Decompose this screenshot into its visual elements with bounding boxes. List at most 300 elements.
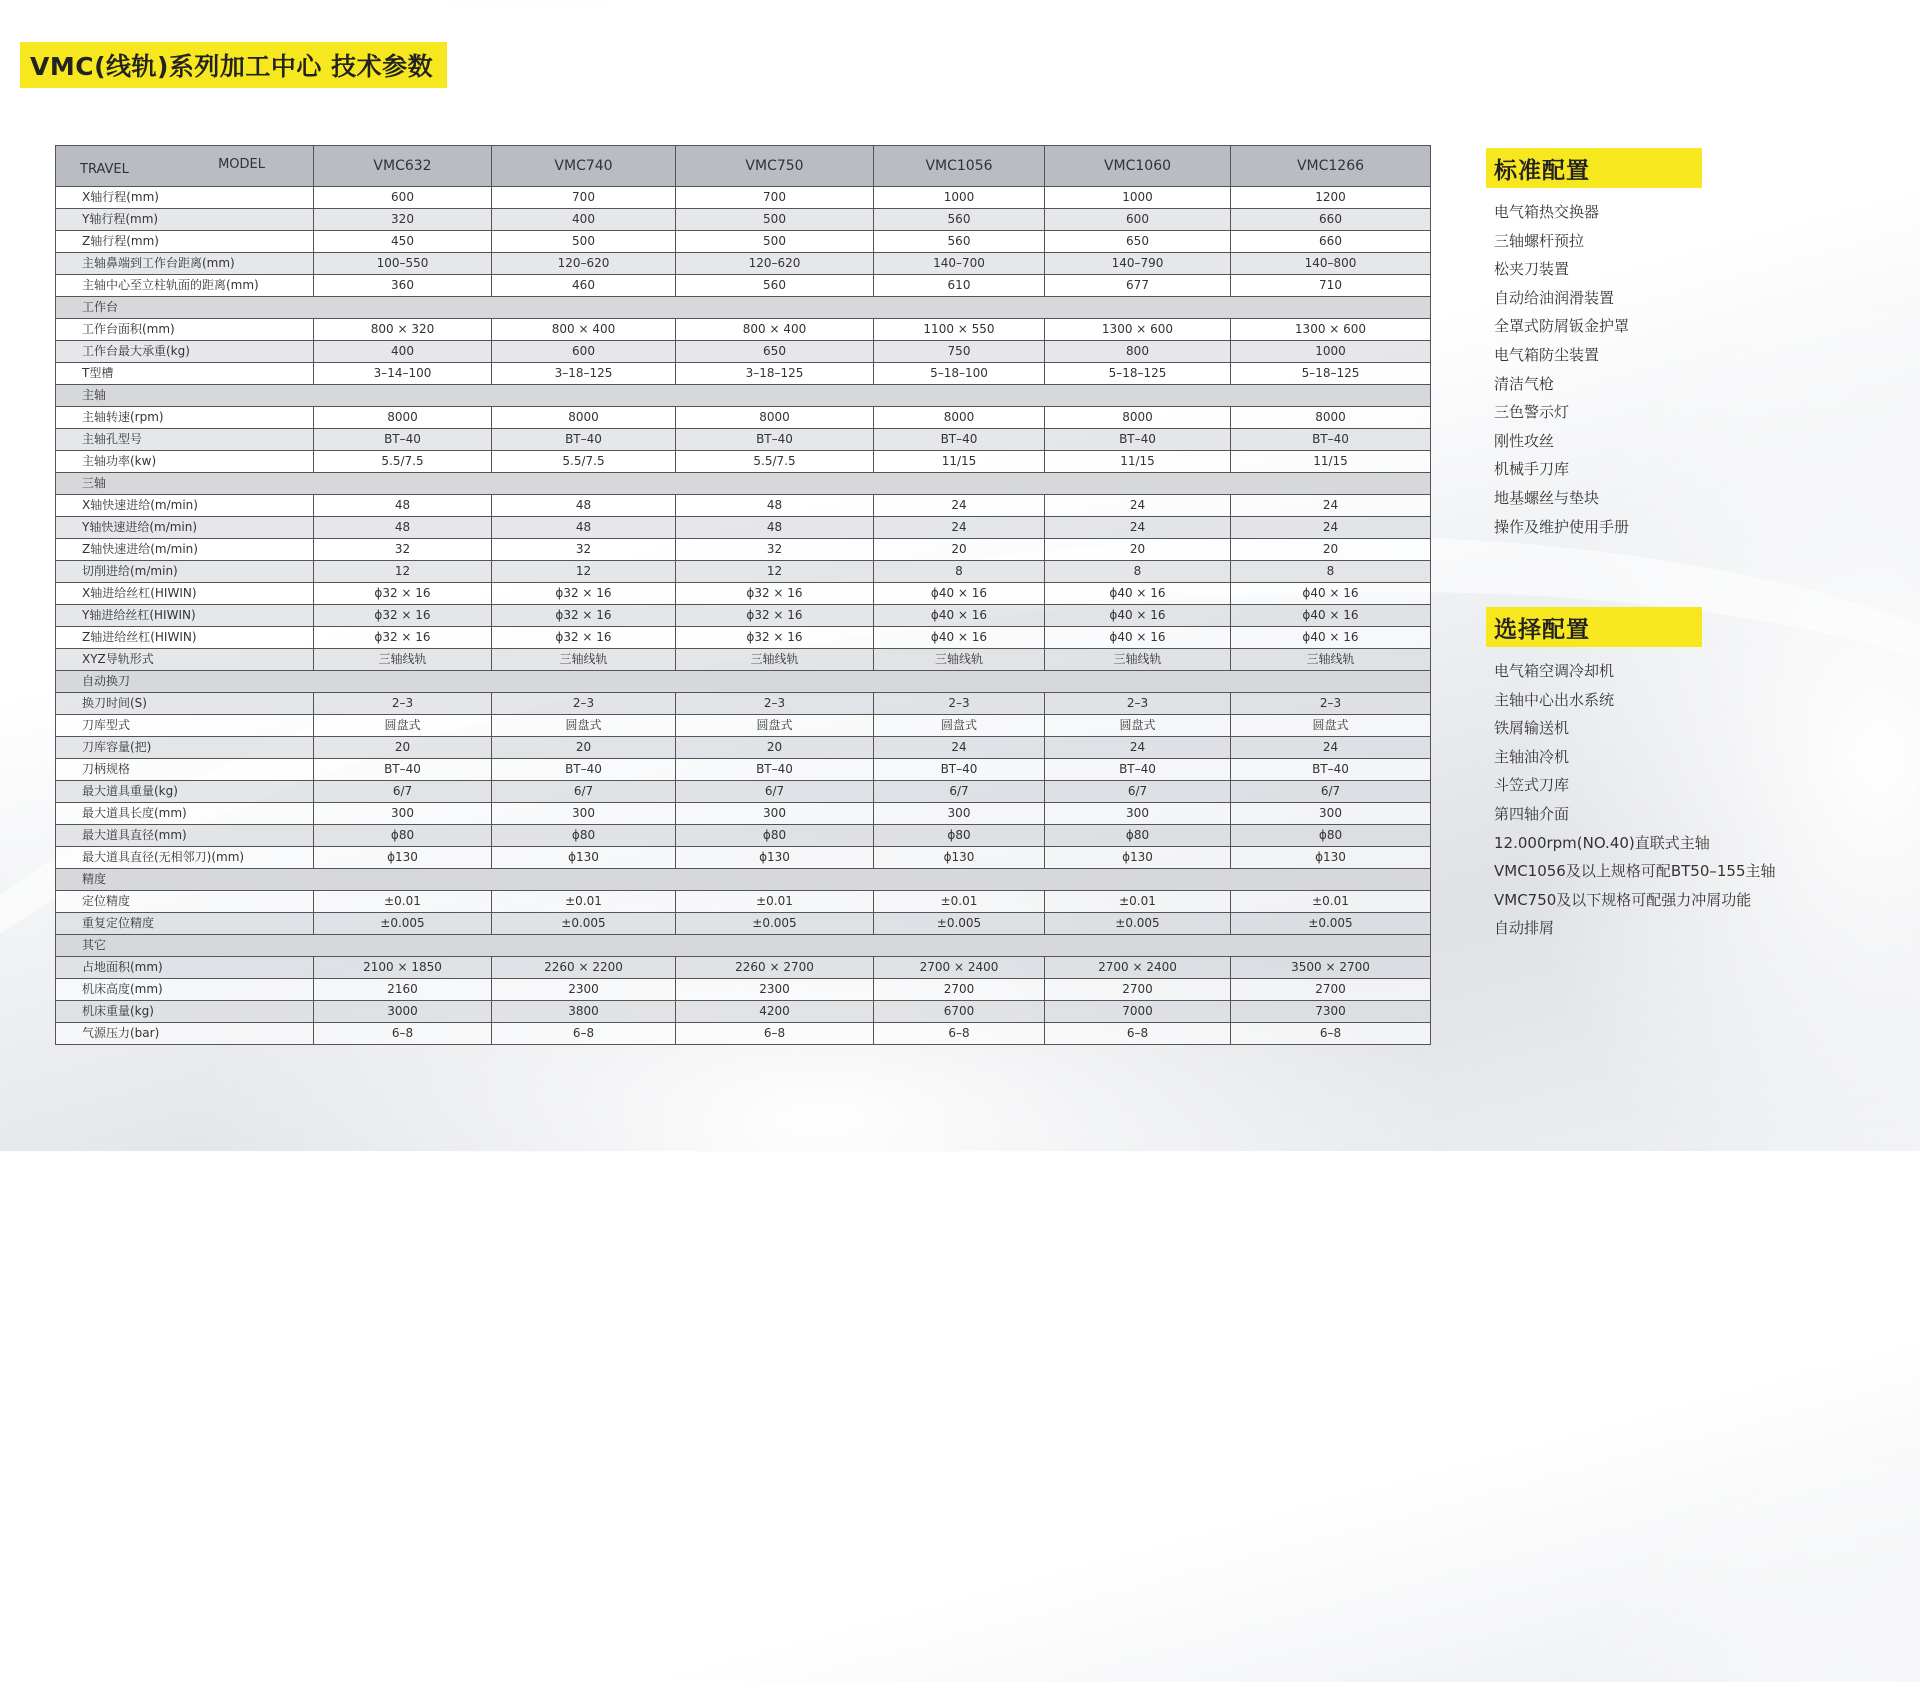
spec-value: 圆盘式 — [314, 715, 492, 737]
spec-value: 圆盘式 — [676, 715, 874, 737]
model-header: VMC740 — [492, 146, 676, 187]
page-title-banner — [20, 42, 447, 88]
spec-value: ±0.01 — [1045, 891, 1231, 913]
spec-value: BT–40 — [314, 759, 492, 781]
spec-value: ϕ80 — [1045, 825, 1231, 847]
spec-value: 560 — [874, 231, 1045, 253]
spec-table — [55, 145, 1431, 1045]
spec-value: 120–620 — [676, 253, 874, 275]
table-row — [56, 1001, 1431, 1023]
spec-value: ±0.01 — [676, 891, 874, 913]
table-row — [56, 495, 1431, 517]
spec-value: 三轴线轨 — [492, 649, 676, 671]
spec-value: 6700 — [874, 1001, 1045, 1023]
spec-value: 48 — [492, 517, 676, 539]
spec-label: 主轴功率(kw) — [56, 451, 314, 473]
spec-label: T型槽 — [56, 363, 314, 385]
spec-value: 2300 — [492, 979, 676, 1001]
spec-value: 20 — [874, 539, 1045, 561]
spec-value: 6–8 — [676, 1023, 874, 1045]
spec-value: 三轴线轨 — [1045, 649, 1231, 671]
model-label: MODEL — [218, 157, 265, 172]
spec-value: BT–40 — [676, 759, 874, 781]
spec-value: 650 — [676, 341, 874, 363]
spec-value: 8000 — [874, 407, 1045, 429]
spec-value: 6–8 — [1045, 1023, 1231, 1045]
standard-config-item: 松夹刀装置 — [1494, 260, 1570, 279]
spec-label: 最大道具重量(kg) — [56, 781, 314, 803]
spec-value: ϕ32 × 16 — [676, 605, 874, 627]
spec-value: 6/7 — [314, 781, 492, 803]
spec-label: 工作台最大承重(kg) — [56, 341, 314, 363]
spec-value: 2–3 — [314, 693, 492, 715]
spec-value: 三轴线轨 — [874, 649, 1045, 671]
spec-value: 5–18–125 — [1231, 363, 1431, 385]
spec-value: ϕ32 × 16 — [314, 605, 492, 627]
section-title: 主轴 — [56, 385, 1431, 407]
spec-value: 120–620 — [492, 253, 676, 275]
spec-value: ϕ40 × 16 — [874, 627, 1045, 649]
spec-value: 750 — [874, 341, 1045, 363]
standard-config-item: 地基螺丝与垫块 — [1494, 488, 1600, 507]
spec-value: 300 — [676, 803, 874, 825]
spec-value: ϕ80 — [1231, 825, 1431, 847]
table-row — [56, 913, 1431, 935]
standard-config-list — [1486, 198, 1702, 541]
table-row — [56, 517, 1431, 539]
table-row — [56, 781, 1431, 803]
spec-value: ϕ32 × 16 — [676, 583, 874, 605]
spec-value: 4200 — [676, 1001, 874, 1023]
table-row — [56, 319, 1431, 341]
section-row — [56, 671, 1431, 693]
spec-value: ±0.01 — [492, 891, 676, 913]
spec-value: 6/7 — [1045, 781, 1231, 803]
spec-value: 140–700 — [874, 253, 1045, 275]
spec-value: BT–40 — [1231, 759, 1431, 781]
spec-label: Y轴行程(mm) — [56, 209, 314, 231]
spec-value: 8000 — [676, 407, 874, 429]
spec-value: 2700 × 2400 — [874, 957, 1045, 979]
spec-value: 677 — [1045, 275, 1231, 297]
section-row — [56, 385, 1431, 407]
table-body — [56, 187, 1431, 1045]
standard-config-panel — [1486, 148, 1702, 541]
spec-value: ϕ40 × 16 — [1045, 583, 1231, 605]
spec-value: ϕ40 × 16 — [1231, 605, 1431, 627]
spec-value: 32 — [314, 539, 492, 561]
spec-label: Y轴进给丝杠(HIWIN) — [56, 605, 314, 627]
spec-value: 660 — [1231, 231, 1431, 253]
spec-value: ϕ32 × 16 — [314, 627, 492, 649]
spec-value: 6/7 — [492, 781, 676, 803]
spec-value: 600 — [1045, 209, 1231, 231]
model-header: VMC1056 — [874, 146, 1045, 187]
spec-label: 占地面积(mm) — [56, 957, 314, 979]
section-row — [56, 297, 1431, 319]
table-row — [56, 407, 1431, 429]
spec-value: ϕ80 — [874, 825, 1045, 847]
spec-value: ±0.005 — [676, 913, 874, 935]
spec-value: 5–18–100 — [874, 363, 1045, 385]
spec-value: 24 — [1231, 517, 1431, 539]
spec-value: BT–40 — [676, 429, 874, 451]
spec-value: ±0.01 — [1231, 891, 1431, 913]
spec-value: 600 — [314, 187, 492, 209]
spec-value: ϕ40 × 16 — [1045, 605, 1231, 627]
table-row — [56, 209, 1431, 231]
spec-value: 2–3 — [874, 693, 1045, 715]
spec-value: 7000 — [1045, 1001, 1231, 1023]
spec-value: 1100 × 550 — [874, 319, 1045, 341]
standard-config-item: 电气箱热交换器 — [1494, 203, 1600, 221]
spec-value: 500 — [676, 209, 874, 231]
spec-label: 最大道具直径(无相邻刀)(mm) — [56, 847, 314, 869]
section-title: 自动换刀 — [56, 671, 1431, 693]
spec-value: 6–8 — [314, 1023, 492, 1045]
spec-value: ϕ32 × 16 — [492, 605, 676, 627]
spec-value: 11/15 — [1045, 451, 1231, 473]
table-row — [56, 561, 1431, 583]
spec-value: 710 — [1231, 275, 1431, 297]
spec-value: 圆盘式 — [1045, 715, 1231, 737]
spec-value: 圆盘式 — [1231, 715, 1431, 737]
spec-value: 400 — [314, 341, 492, 363]
spec-value: 48 — [676, 495, 874, 517]
spec-value: BT–40 — [874, 759, 1045, 781]
spec-value: ϕ32 × 16 — [314, 583, 492, 605]
spec-value: 2700 — [1045, 979, 1231, 1001]
spec-value: BT–40 — [1045, 759, 1231, 781]
standard-config-item: 三轴螺杆预拉 — [1494, 231, 1585, 250]
model-header: VMC1060 — [1045, 146, 1231, 187]
spec-value: 2–3 — [1045, 693, 1231, 715]
spec-value: 560 — [874, 209, 1045, 231]
spec-value: 5.5/7.5 — [676, 451, 874, 473]
optional-config-item: 主轴中心出水系统 — [1494, 690, 1615, 709]
spec-label: X轴进给丝杠(HIWIN) — [56, 583, 314, 605]
spec-value: 360 — [314, 275, 492, 297]
standard-config-item: 机械手刀库 — [1494, 460, 1570, 479]
spec-label: 刀库容量(把) — [56, 737, 314, 759]
spec-value: 800 × 320 — [314, 319, 492, 341]
spec-value: ϕ40 × 16 — [1231, 583, 1431, 605]
spec-value: 8000 — [492, 407, 676, 429]
table-row — [56, 891, 1431, 913]
spec-value: 24 — [1231, 495, 1431, 517]
spec-value: 1000 — [874, 187, 1045, 209]
spec-value: ϕ130 — [492, 847, 676, 869]
optional-config-item: 主轴油冷机 — [1494, 747, 1570, 766]
table-row — [56, 583, 1431, 605]
spec-value: 560 — [676, 275, 874, 297]
table-row — [56, 693, 1431, 715]
spec-value: 300 — [1045, 803, 1231, 825]
table-row — [56, 231, 1431, 253]
spec-value: BT–40 — [492, 759, 676, 781]
section-row — [56, 935, 1431, 957]
spec-value: ±0.005 — [314, 913, 492, 935]
spec-value: ϕ32 × 16 — [676, 627, 874, 649]
spec-value: BT–40 — [1231, 429, 1431, 451]
spec-label: 工作台面积(mm) — [56, 319, 314, 341]
spec-value: 3–18–125 — [492, 363, 676, 385]
model-header: VMC1266 — [1231, 146, 1431, 187]
spec-value: 3–18–125 — [676, 363, 874, 385]
travel-label: TRAVEL — [80, 162, 129, 177]
spec-value: 2260 × 2700 — [676, 957, 874, 979]
spec-label: X轴快速进给(m/min) — [56, 495, 314, 517]
spec-value: 700 — [676, 187, 874, 209]
spec-value: 48 — [492, 495, 676, 517]
spec-value: 3–14–100 — [314, 363, 492, 385]
spec-value: 6/7 — [874, 781, 1045, 803]
spec-value: 12 — [676, 561, 874, 583]
spec-value: BT–40 — [492, 429, 676, 451]
spec-value: ±0.005 — [492, 913, 676, 935]
spec-label: 换刀时间(S) — [56, 693, 314, 715]
standard-config-heading-box — [1486, 148, 1702, 188]
table-row — [56, 979, 1431, 1001]
spec-value: 600 — [492, 341, 676, 363]
spec-value: 2–3 — [676, 693, 874, 715]
table-row — [56, 275, 1431, 297]
spec-value: ±0.005 — [1045, 913, 1231, 935]
optional-config-item: 第四轴介面 — [1494, 804, 1570, 823]
spec-value: ±0.005 — [1231, 913, 1431, 935]
section-title: 工作台 — [56, 297, 1431, 319]
spec-value: BT–40 — [874, 429, 1045, 451]
spec-value: 2260 × 2200 — [492, 957, 676, 979]
spec-value: 6–8 — [874, 1023, 1045, 1045]
spec-value: 圆盘式 — [492, 715, 676, 737]
spec-value: 2700 — [874, 979, 1045, 1001]
optional-config-heading: 选择配置 — [1494, 616, 1590, 643]
spec-value: 三轴线轨 — [314, 649, 492, 671]
spec-value: 1300 × 600 — [1045, 319, 1231, 341]
spec-value: ±0.01 — [874, 891, 1045, 913]
spec-value: 2100 × 1850 — [314, 957, 492, 979]
spec-value: ϕ32 × 16 — [492, 627, 676, 649]
section-title: 其它 — [56, 935, 1431, 957]
spec-label: 重复定位精度 — [56, 913, 314, 935]
spec-value: ϕ40 × 16 — [1231, 627, 1431, 649]
spec-value: ϕ40 × 16 — [1045, 627, 1231, 649]
spec-value: 24 — [874, 517, 1045, 539]
spec-value: 8 — [1231, 561, 1431, 583]
spec-value: 8 — [1045, 561, 1231, 583]
spec-value: 2–3 — [1231, 693, 1431, 715]
standard-config-item: 全罩式防屑钣金护罩 — [1494, 317, 1630, 336]
table-row — [56, 429, 1431, 451]
spec-value: 3800 — [492, 1001, 676, 1023]
standard-config-item: 自动给油润滑装置 — [1494, 288, 1615, 307]
standard-config-item: 电气箱防尘装置 — [1494, 345, 1600, 364]
spec-value: 20 — [492, 737, 676, 759]
spec-label: Y轴快速进给(m/min) — [56, 517, 314, 539]
table-row — [56, 1023, 1431, 1045]
spec-value: 700 — [492, 187, 676, 209]
spec-value: 6–8 — [492, 1023, 676, 1045]
spec-value: 三轴线轨 — [1231, 649, 1431, 671]
spec-value: 400 — [492, 209, 676, 231]
spec-value: 300 — [1231, 803, 1431, 825]
spec-value: ϕ32 × 16 — [492, 583, 676, 605]
spec-value: 500 — [676, 231, 874, 253]
standard-config-item: 刚性攻丝 — [1494, 431, 1555, 450]
spec-value: 460 — [492, 275, 676, 297]
spec-value: 24 — [1231, 737, 1431, 759]
table-corner-cell — [56, 146, 314, 187]
spec-label: 定位精度 — [56, 891, 314, 913]
spec-value: 48 — [676, 517, 874, 539]
optional-config-panel — [1486, 607, 1776, 943]
model-header: VMC632 — [314, 146, 492, 187]
spec-value: ϕ130 — [1045, 847, 1231, 869]
spec-value: 32 — [492, 539, 676, 561]
table-row — [56, 341, 1431, 363]
spec-value: 11/15 — [1231, 451, 1431, 473]
spec-value: 1000 — [1231, 341, 1431, 363]
table-row — [56, 605, 1431, 627]
spec-value: ϕ130 — [314, 847, 492, 869]
table-row — [56, 715, 1431, 737]
spec-value: 5.5/7.5 — [492, 451, 676, 473]
spec-value: 1000 — [1045, 187, 1231, 209]
spec-value: 5.5/7.5 — [314, 451, 492, 473]
spec-label: X轴行程(mm) — [56, 187, 314, 209]
table-row — [56, 187, 1431, 209]
spec-value: 1300 × 600 — [1231, 319, 1431, 341]
section-title: 精度 — [56, 869, 1431, 891]
spec-label: Z轴进给丝杠(HIWIN) — [56, 627, 314, 649]
spec-value: 2700 — [1231, 979, 1431, 1001]
optional-config-heading-box — [1486, 607, 1702, 647]
section-row — [56, 869, 1431, 891]
spec-value: 8000 — [1231, 407, 1431, 429]
spec-value: ±0.005 — [874, 913, 1045, 935]
spec-label: Z轴快速进给(m/min) — [56, 539, 314, 561]
spec-value: ϕ130 — [676, 847, 874, 869]
spec-value: 5–18–125 — [1045, 363, 1231, 385]
spec-value: 20 — [1045, 539, 1231, 561]
spec-label: 主轴孔型号 — [56, 429, 314, 451]
spec-value: 1200 — [1231, 187, 1431, 209]
spec-label: 主轴转速(rpm) — [56, 407, 314, 429]
spec-value: 三轴线轨 — [676, 649, 874, 671]
spec-value: 24 — [874, 737, 1045, 759]
model-header: VMC750 — [676, 146, 874, 187]
table-row — [56, 649, 1431, 671]
table-row — [56, 847, 1431, 869]
spec-label: 主轴鼻端到工作台距离(mm) — [56, 253, 314, 275]
spec-value: 320 — [314, 209, 492, 231]
spec-value: 660 — [1231, 209, 1431, 231]
spec-label: 切削进给(m/min) — [56, 561, 314, 583]
spec-value: 12 — [492, 561, 676, 583]
spec-value: 140–800 — [1231, 253, 1431, 275]
spec-value: 2700 × 2400 — [1045, 957, 1231, 979]
spec-value: ϕ40 × 16 — [874, 605, 1045, 627]
spec-label: 最大道具长度(mm) — [56, 803, 314, 825]
optional-config-item: VMC1056及以上规格可配BT50–155主轴 — [1494, 862, 1776, 881]
spec-value: 8 — [874, 561, 1045, 583]
spec-value: ϕ130 — [1231, 847, 1431, 869]
spec-value: 300 — [492, 803, 676, 825]
table-row — [56, 253, 1431, 275]
spec-value: 610 — [874, 275, 1045, 297]
spec-value: 650 — [1045, 231, 1231, 253]
optional-config-item: 斗笠式刀库 — [1494, 776, 1570, 795]
spec-value: 8000 — [314, 407, 492, 429]
spec-value: 20 — [314, 737, 492, 759]
page-title: VMC(线轨)系列加工中心 技术参数 — [30, 52, 434, 81]
spec-value: 20 — [1231, 539, 1431, 561]
spec-value: 2–3 — [492, 693, 676, 715]
standard-config-item: 三色警示灯 — [1494, 403, 1570, 422]
spec-value: 48 — [314, 495, 492, 517]
spec-label: 刀库型式 — [56, 715, 314, 737]
spec-value: ϕ80 — [314, 825, 492, 847]
spec-value: 800 × 400 — [676, 319, 874, 341]
spec-value: 100–550 — [314, 253, 492, 275]
spec-label: 主轴中心至立柱轨面的距离(mm) — [56, 275, 314, 297]
spec-value: 11/15 — [874, 451, 1045, 473]
spec-value: ϕ40 × 16 — [874, 583, 1045, 605]
spec-value: 300 — [874, 803, 1045, 825]
section-row — [56, 473, 1431, 495]
standard-config-item: 清洁气枪 — [1494, 374, 1555, 393]
spec-value: 800 × 400 — [492, 319, 676, 341]
spec-value: 3000 — [314, 1001, 492, 1023]
spec-value: 450 — [314, 231, 492, 253]
section-title: 三轴 — [56, 473, 1431, 495]
spec-value: 24 — [1045, 517, 1231, 539]
spec-value: 300 — [314, 803, 492, 825]
optional-config-item: 电气箱空调冷却机 — [1494, 662, 1615, 680]
table-row — [56, 539, 1431, 561]
table-row — [56, 759, 1431, 781]
table-row — [56, 737, 1431, 759]
optional-config-list — [1486, 657, 1776, 943]
spec-value: 2300 — [676, 979, 874, 1001]
spec-value: 32 — [676, 539, 874, 561]
spec-value: 24 — [1045, 737, 1231, 759]
spec-value: ϕ80 — [492, 825, 676, 847]
spec-value: 20 — [676, 737, 874, 759]
spec-value: 3500 × 2700 — [1231, 957, 1431, 979]
spec-value: 7300 — [1231, 1001, 1431, 1023]
spec-value: 12 — [314, 561, 492, 583]
spec-label: XYZ导轨形式 — [56, 649, 314, 671]
standard-config-item: 操作及维护使用手册 — [1494, 517, 1630, 536]
spec-value: 2160 — [314, 979, 492, 1001]
table-row — [56, 363, 1431, 385]
table-row — [56, 451, 1431, 473]
spec-value: 24 — [1045, 495, 1231, 517]
spec-label: 气源压力(bar) — [56, 1023, 314, 1045]
spec-value: 140–790 — [1045, 253, 1231, 275]
spec-value: 48 — [314, 517, 492, 539]
table-row — [56, 803, 1431, 825]
spec-value: 6/7 — [1231, 781, 1431, 803]
optional-config-item: VMC750及以下规格可配强力冲屑功能 — [1494, 890, 1752, 909]
spec-value: 8000 — [1045, 407, 1231, 429]
table-row — [56, 825, 1431, 847]
spec-value: 800 — [1045, 341, 1231, 363]
spec-value: ϕ130 — [874, 847, 1045, 869]
spec-value: ±0.01 — [314, 891, 492, 913]
